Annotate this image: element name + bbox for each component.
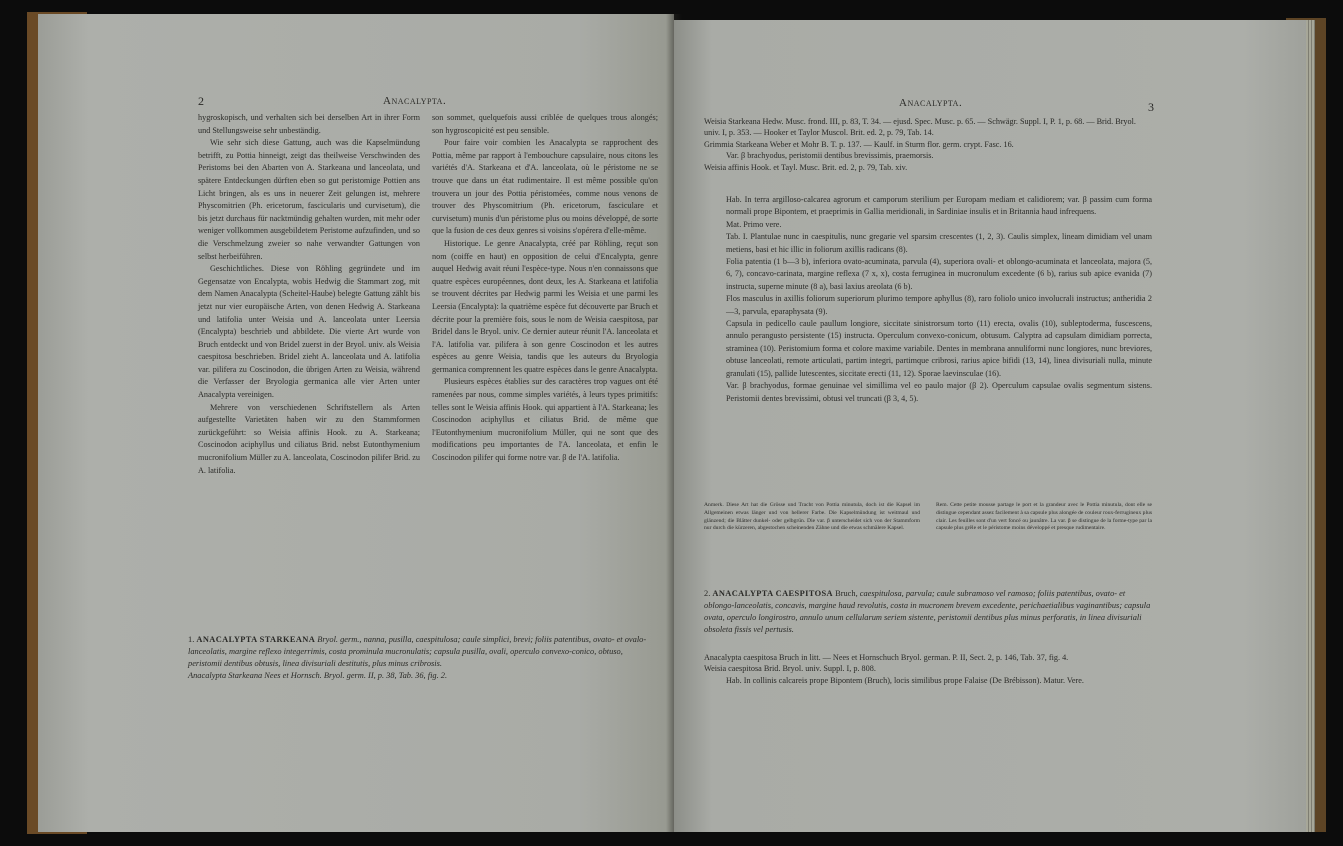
capsule-description: Capsula in pedicello caule paullum longiore, siccitate sinistrorsum torto (11) erecta, ovalis (10), subleptoderma, fuscescens, annulo perangusto persistente (15) instructa. Operculum convexo-conicum, obtusum. Calyptra ad capsulam dimidiam porrecta, straminea (10). Peristomium forma et colore maxime variabile. Dentes in membrana annuliformi nunc longiores, nunc breviores, obtuse lanceolati, remote articulati, partim integri, partimque cribrosi, rarius apice bifidi (13, 14), linea divisuriali nulla, minute granulati (15), pallide lutescentes, siccitate erecti (11, 12). Sporae laevinsculae (16). [726, 319, 1152, 378]
note-german [704, 502, 920, 533]
species-author: Bruch, [835, 589, 858, 598]
paragraph: Pour faire voir combien les Anacalypta se rapprochent des Pottia, même par rapport à l'embouchure capsulaire, nous citons les variétés d'A. Starkeana et d'A. lanceolata, où le péristome ne se trouve que dans un état rudimentaire. Il est même possible qu'on trouvera un jour des Pottia péristomées, comme nous venons de trouver des Physcomitrium (Ph. ericetorum, fasciculare et curvisetum) munis d'un péristome plus ou moins développé, de sorte que la fusion de ces deux genres si voisins s'opérera d'elle-même. [432, 138, 658, 236]
synonyms [704, 116, 1152, 173]
species-entry-2 [704, 588, 1152, 636]
species-entry-1 [188, 634, 658, 682]
habitat-line: Hab. In collinis calcareis prope Bipontem (Bruch), locis similibus prope Falaise (De Brébisson). Matur. Vere. [726, 675, 1084, 685]
left-col-german [198, 112, 420, 477]
species-citation: Anacalypta Starkeana Nees et Hornsch. Bryol. germ. II, p. 38, Tab. 36, fig. 2. [188, 671, 448, 680]
left-running-head: Anacalypta. [383, 95, 447, 107]
note-text: Rem. Cette petite mousse partage le port et la grandeur avec le Pottia minutula, dont elle se distingue cependant assez facilement à sa capsule plus alongée de couleur roux-ferrugineux plus clair. Les feuilles sont d'un vert foncé ou jaunâtre. La var. β se distingue de la forme-type par la capsule plus grêle et le péristome moins développé et presque rudimentaire. [936, 502, 1152, 532]
maturity: Mat. Primo vere. [726, 219, 782, 229]
species-name: ANACALYPTA CAESPITOSA [712, 589, 834, 598]
species-diagnosis: Bryol. germ., nanna, pusilla, caespitulosa; caule simplici, brevi; foliis patentibus, ovato- et ovalo-lanceolatis, margine reflexo integerrimis, costa prominula mucronulatis; capsula pusilla, ovali, operculo convexo-conico, obtuso, peristomii dentibus obtusis, linea divisuriali destitutis, plus minus cribrosis. [188, 635, 647, 668]
paragraph: Geschichtliches. Diese von Röhling gegründete und im Gegensatze von Encalypta, wobis Hedwig die Stammart zog, mit dem Namen Anacalypta (Scheitel-Haube) belegte Gattung zählt bis jetzt nur vier europäische Arten, von denen Hedwig A. Starkeana und latifolia unter Weisia und A. lanceolata unter Leersia (Encalypta) beschrieb und abbildete. Die vierte Art wurde von Bruch entdeckt und von Bridel zuerst in der Bryol. univ. als Weisia caespitosa beschrieben. Bridel zieht A. lanceolata und A. latifolia var. pilifera zu Coscinodon, die übrigen Arten zu Weisia, während die Verfasser der Bryologia germanica alle vier Arten unter Anacalypta vereinigen. [198, 264, 420, 400]
habitat: Hab. In terra argilloso-calcarea agrorum et camporum sterilium per Europam mediam et calidiorem; var. β passim cum forma normali prope Bipontem, et praeprimis in Gallia meridionali, in Sardiniae insulis et in Britannia haud infrequens. [726, 195, 1152, 217]
reference-line: Weisia caespitosa Brid. Bryol. univ. Suppl. I, p. 808. [704, 664, 876, 674]
paragraph: hygroskopisch, und verhalten sich bei derselben Art in ihrer Form und Stellungsweise sehr unbeständig. [198, 113, 420, 135]
right-page-number: 3 [1148, 100, 1154, 114]
species-diagnosis: caespitulosa, parvula; caule subramoso vel ramoso; foliis patentibus, ovato- et oblongo-lanceolatis, concavis, margine haud revolutis, costa in mucronem brevem excedente, perichaetialibus vaginantibus; capsula ovata, operculo longirostro, annulo unum cellularum seriem sistente, peristomii dentibus plus minus perforatis, in linea divisuriali obsoleta fissis vel pertusis. [704, 589, 1151, 634]
note-text: Anmerk. Diese Art hat die Grösse und Tracht von Pottia minutula, doch ist die Kapsel im Allgemeinen etwas länger und von hellerer Farbe. Die Kapselmündung ist weitmaul und glänzend; die Blätter dunkel- oder gelbgrün. Die var. β unterscheidet sich von der Stammform nur durch die kürzeren, abgestochen scheinenden Zähne und die etwas schmälere Kapsel. [704, 502, 920, 532]
paragraph: Wie sehr sich diese Gattung, auch was die Kapselmündung betrifft, zu Pottia hinneigt, zeigt das theilweise Verschwinden des Peristoms bei den Abarten von A. Starkeana und lanceolata, und spätere Entdeckungen dürften eben so gut peristomige Pottien ans Licht bringen, als es uns in neuerer Zeit gelungen ist, mehrere Physcomitrien (Ph. ericetorum, fascicularis und curvisetum), die bis jetzt durchaus für nacktmündig gehalten wurden, mit mehr oder weniger vollkommen ausgebildetem Peristome aufzufinden, und so die Verschmelzung zweier so nahe verwandter Gattungen von selbst herbeiführen. [198, 138, 420, 261]
variety-line: Var. β brachyodus, peristomii dentibus brevissimis, praemorsis. [726, 151, 934, 161]
right-running-head: Anacalypta. [899, 97, 963, 109]
paragraph: son sommet, quelquefois aussi criblée de quelques trous alongés; son hygroscopicité est peu sensible. [432, 113, 658, 135]
variety-description: Var. β brachyodus, formae genuinae vel simillima vel eo paulo major (β 2). Operculum capsulae ovalis segmentum sistens. Peristomii dentes brevissimi, obtusi vel truncati (β 3, 4, 5). [726, 381, 1152, 403]
paragraph: Mehrere von verschiedenen Schriftstellern als Arten aufgestellte Varietäten haben wir zu den Stammformen zurückgeführt: so Weisia affinis Hook. zu A. Starkeana; Coscinodon aciphyllus und ciliatus Brid. nebst Eutonthymenium mucronifolium Müller zu A. lanceolata, Coscinodon pilifer Brid. zu A. latifolia. [198, 402, 420, 475]
synonym-line: Grimmia Starkeana Weber et Mohr B. T. p. 137. — Kaulf. in Sturm flor. germ. crypt. Fasc. 16. [704, 139, 1014, 149]
paragraph: Historique. Le genre Anacalypta, créé par Röhling, reçut son nom (coiffe en haut) en opposition de celui d'Encalypta, genre auquel Hedwig avait réuni l'espèce-type. Nous n'en connaissons que quatre espèces européennes, dont deux, les A. Starkeana et latifolia se trouvent décrites par Hedwig parmi les Weisia et une parmi les Leersia (Encalypta): la quatrième espèce fut découverte par Bruch et décrite pour la première fois, sous le nom de Weisia caespitosa, par Bridel dans le Bryol. univ. Ce dernier auteur réunit l'A. lanceolata et l'A. latifolia var. pilifera à son genre Coscinodon et les autres espèces au genre Weisia, tandis que les auteurs du Bryologia germanica comprennent les quatre espèces dans le genre Anacalypta. [432, 238, 658, 374]
paragraph: Plusieurs espèces établies sur des caractères trop vagues ont été ramenées par nous, comme simples variétés, à leurs types primitifs: telles sont le Weisia affinis Hook. qui appartient à l'A. Starkeana; les Coscinodon aciphyllus et ciliatus Brid. de même que l'Eutonthymenium mucronifolium Müller, qui ne sont que des modifications peu importantes de l'A. lanceolata, et enfin le Coscinodon pilifer qui forme notre var. β de l'A. latifolia. [432, 377, 658, 463]
leaf-description: Folia patentia (1 b—3 b), inferiora ovato-acuminata, parvula (4), superiora ovali- et oblongo-acuminata et lanceolata, majora (5, 6, 7), concavo-carinata, margine reflexa (7 x, x), costa ferruginea in mucronulum excedente (6 b), rarius sub apice evanida (7) instructa, superne minute (8 a), basi laxius areolata (6 b). [726, 257, 1152, 291]
reference-line: Anacalypta caespitosa Bruch in litt. — Nees et Hornschuch Bryol. german. P. II, Sect. 2, p. 146, Tab. 37, fig. 4. [704, 653, 1069, 662]
left-col-french [432, 112, 658, 465]
species-number: 1. [188, 635, 195, 644]
note-french [936, 502, 1152, 533]
synonym-line: Weisia Starkeana Hedw. Musc. frond. III, p. 83, T. 34. — ejusd. Spec. Musc. p. 65. — Schwägr. Suppl. I, P. 1, p. 68. — Brid. Bryol. univ. I, p. 353. — Hooker et Taylor Muscol. Brit. ed. 2, p. 79, Tab. 14. [704, 117, 1136, 138]
flower-description: Flos masculus in axillis foliorum superiorum plurimo tempore aphyllus (8), raro foliolo unico involucrali instructus; antheridia 2—3, parvula, eparaphysata (9). [726, 294, 1152, 316]
left-page [38, 14, 674, 832]
species-2-references [704, 652, 1152, 686]
plant-description: Tab. I. Plantulae nunc in caespitulis, nunc gregarie vel sparsim crescentes (1, 2, 3). Caulis simplex, lineam dimidiam vel unam metiens, basi et hic illic in foliorum axillis radicans (8). [726, 232, 1152, 254]
species-number: 2. [704, 589, 711, 598]
synonym-line: Weisia affinis Hook. et Tayl. Musc. Brit. ed. 2, p. 79, Tab. xiv. [704, 162, 908, 172]
species-name: ANACALYPTA STARKEANA [196, 635, 316, 644]
right-page [674, 20, 1306, 832]
left-page-number: 2 [198, 94, 204, 108]
species-description [704, 194, 1152, 405]
